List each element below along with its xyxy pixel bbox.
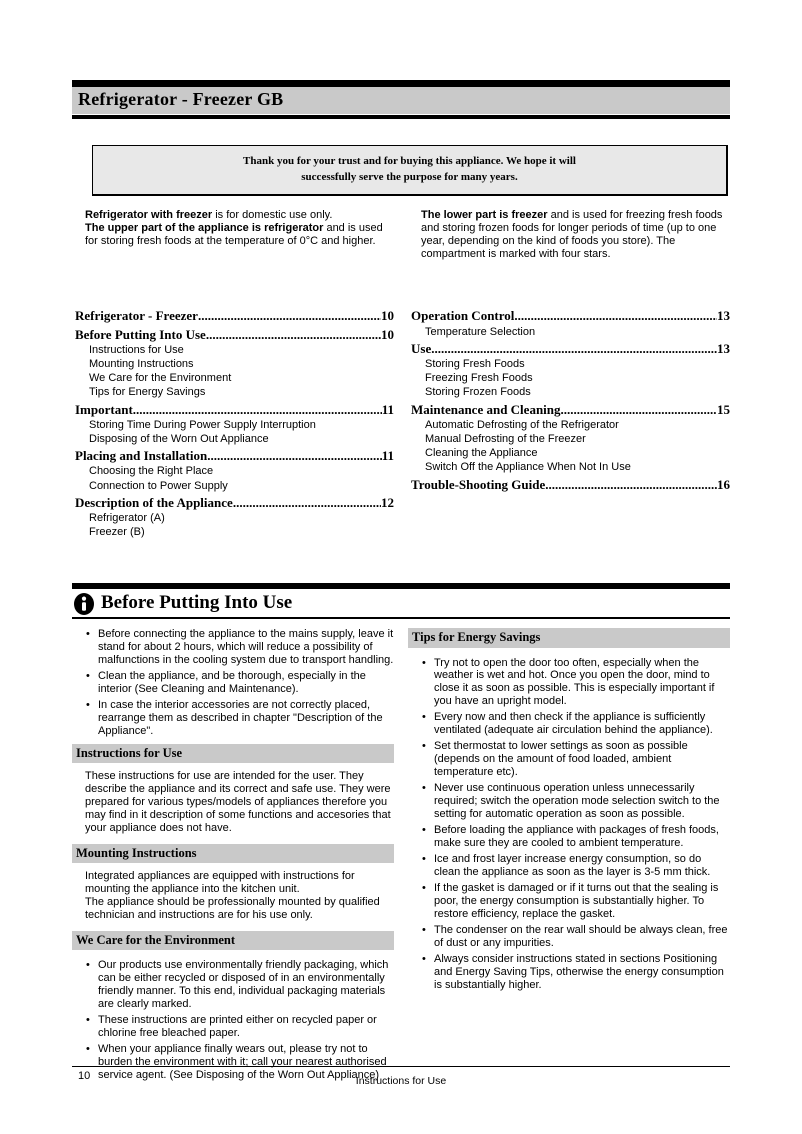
bullet-item: • These instructions are printed either on recycled paper or chlorine free bleached paper. [85,1014,394,1040]
toc-row [72,402,394,418]
toc-sub-list [72,512,394,539]
subsections-right [408,628,730,992]
toc-sub-item: We Care for the Environment [89,372,232,385]
toc-sub-item: Manual Defrosting of the Freezer [425,433,586,446]
toc-sub-item: Cleaning the Appliance [425,447,538,460]
bullet-item: • Always consider instructions stated in sections Positioning and Energy Saving Tips, otherwise the energy consumption is substantially higher. [421,953,730,992]
toc-page-number: 15 [717,401,730,417]
subsections-left [72,744,394,1082]
toc-sub-item: Tips for Energy Savings [89,386,206,399]
welcome-box [92,145,728,196]
toc-sub-item: Automatic Defrosting of the Refrigerator [425,418,619,431]
toc-row [72,308,394,324]
bullet-item: • Before loading the appliance with packages of fresh foods, make sure they are cooled to ambient temperature. [421,824,730,850]
intro-paragraph [421,209,730,262]
toc-sub-item: Freezer (B) [89,526,145,539]
bullet-item: • If the gasket is damaged or if it turns out that the sealing is poor, the energy consumption is substantially higher. To restore efficiency, replace the gasket. [421,882,730,921]
toc-dot-leader [431,341,717,357]
toc-title: Trouble-Shooting Guide [411,476,546,492]
toc-sub-item: Storing Fresh Foods [425,358,525,371]
toc-row [72,327,394,343]
toc-page-number: 13 [717,308,730,324]
subsection-bullets [72,959,394,1082]
paragraph: The appliance should be professionally mounted by qualified technician and instructions are for his use only. [85,896,380,922]
bullet-item: • When your appliance finally wears out, please try not to burden the environment with it; call your nearest authorised service agent. (See Disposing of the Worn Out Appliance) [85,1043,394,1082]
toc-entry [408,402,730,475]
subsection [72,744,394,835]
subsection [72,844,394,922]
toc-entry [72,327,394,400]
toc-sub-list [72,344,394,400]
toc-dot-leader [198,308,381,324]
toc-row [408,308,730,324]
section-intro-bullets [72,628,394,738]
toc-dot-leader [206,327,381,343]
header-top-bar [72,80,730,87]
toc-row [72,448,394,464]
toc-sub-list [408,419,730,475]
header-bottom-bar [72,115,730,119]
toc-title: Maintenance and Cleaning [411,401,561,417]
header-band [72,87,730,114]
subsection-heading: We Care for the Environment [72,931,394,950]
intro-text: and is used for storing fresh foods at the temperature of 0°C and higher. [85,221,383,247]
subsection-bullets [408,657,730,992]
toc-dot-leader [545,477,717,493]
toc-page-number: 12 [381,494,394,510]
section-bottom-bar [72,617,730,619]
toc-sub-item: Switch Off the Appliance When Not In Use [425,461,631,474]
toc-sub-item: Connection to Power Supply [89,479,228,492]
toc-dot-leader [133,402,382,418]
toc-page-number: 11 [381,448,394,464]
toc-sub-list [72,419,394,446]
toc-page-number: 16 [717,476,730,492]
toc-sub-list [408,358,730,400]
section-title-row [72,589,730,617]
toc-row [72,495,394,511]
toc-page-number: 10 [381,308,394,324]
body-column-right [408,628,730,1090]
body-column-left [72,628,394,1090]
paragraph: Integrated appliances are equipped with instructions for mounting the appliance into the kitchen unit. [85,870,355,896]
section-body [72,628,730,1090]
bullet-item: • Our products use environmentally friendly packaging, which can be either recycled or disposed of in an environmentally friendly manner. To this end, individual packaging materials are clearly marked. [85,959,394,1011]
section-title: Before Putting Into Use [101,592,293,614]
toc-entry [408,477,730,493]
toc-row [408,341,730,357]
toc-title: Refrigerator - Freezer [75,308,198,324]
bullet-item: • Try not to open the door too often, especially when the weather is wet and hot. Once you open the door, mind to close it as soon as possible. This is especially important if you have an upright model. [421,657,730,709]
toc-entry [72,495,394,540]
intro-column-left [72,209,394,262]
intro-bold-lead: The upper part of the appliance is refrigerator [85,221,324,234]
table-of-contents [72,306,730,539]
toc-sub-item: Storing Frozen Foods [425,386,531,399]
toc-title: Use [411,340,432,356]
bullet-item: • Every now and then check if the appliance is sufficiently ventilated (adequate air circulation behind the appliance). [421,711,730,737]
toc-dot-leader [233,495,381,511]
subsection-heading: Mounting Instructions [72,844,394,863]
toc-sub-item: Choosing the Right Place [89,465,214,478]
footer-page-number: 10 [78,1070,91,1082]
bullet-item: • Never use continuous operation unless unnecessarily required; switch the operation mode selection switch to the setting for automatic operation as soon as possible. [421,782,730,821]
welcome-box-line2: successfully serve the purpose for many years. [301,171,518,184]
toc-title: Important [75,401,133,417]
toc-sub-item: Freezing Fresh Foods [425,372,533,385]
toc-dot-leader [514,308,717,324]
page-footer [72,1066,730,1087]
toc-dot-leader [207,448,382,464]
toc-title: Before Putting Into Use [75,326,206,342]
toc-entry [408,308,730,338]
toc-dot-leader [561,402,717,418]
page-header [72,80,730,119]
toc-column-left [72,306,394,539]
toc-entry [72,448,394,493]
toc-title: Description of the Appliance [75,494,233,510]
subsection [408,628,730,992]
intro-text: and is used for freezing fresh foods and storing frozen foods for longer periods of time (up to one year, depending on the kind of foods you store). The compartment is marked with four stars. [421,208,723,261]
toc-sub-item: Instructions for Use [89,343,184,356]
toc-sub-item: Storing Time During Power Supply Interruption [89,418,316,431]
toc-sub-item: Disposing of the Worn Out Appliance [89,433,269,446]
intro-section [72,209,730,262]
toc-sub-item: Mounting Instructions [89,358,194,371]
toc-sub-list [408,326,730,339]
toc-sub-list [72,465,394,492]
toc-page-number: 10 [381,326,394,342]
info-icon [74,593,94,615]
toc-title: Operation Control [411,308,515,324]
toc-entry [72,402,394,447]
toc-column-right [408,306,730,539]
toc-entry [408,341,730,400]
toc-entry [72,308,394,324]
toc-row [408,477,730,493]
intro-bold-lead: Refrigerator with freezer [85,208,213,221]
subsection-paragraphs [72,770,394,835]
toc-title: Placing and Installation [75,448,208,464]
footer-label: Instructions for Use [355,1075,447,1087]
bullet-item: • In case the interior accessories are not correctly placed, rearrange them as described in chapter "Description of the Appliance". [85,699,394,738]
subsection-heading: Instructions for Use [72,744,394,763]
bullet-item: • Clean the appliance, and be thorough, especially in the interior (See Cleaning and Maintenance). [85,670,394,696]
subsection-heading: Tips for Energy Savings [408,628,730,647]
intro-paragraph [85,222,394,248]
toc-sub-item: Refrigerator (A) [89,512,165,525]
toc-page-number: 13 [717,340,730,356]
welcome-box-line1: Thank you for your trust and for buying this appliance. We hope it will [243,154,576,167]
intro-bold-lead: The lower part is freezer [421,208,548,221]
bullet-item: • Before connecting the appliance to the mains supply, leave it stand for about 2 hours, which will reduce a possibility of malfunctions in the cooling system due to transport handling. [85,628,394,667]
bullet-item: • Ice and frost layer increase energy consumption, so do clean the appliance as soon as the layer is 3-5 mm thick. [421,853,730,879]
paragraph: These instructions for use are intended for the user. They describe the appliance and its correct and safe use. They were prepared for various types/models of appliances therefore you may find in it description of some functions and accesories that your appliance does not have. [85,770,391,835]
bullet-item: • The condenser on the rear wall should be always clean, free of dust or any impurities. [421,924,730,950]
toc-page-number: 11 [381,401,394,417]
intro-paragraph [85,209,394,222]
toc-sub-item: Temperature Selection [425,325,536,338]
before-putting-into-use-section [72,583,730,1090]
intro-column-right [408,209,730,262]
subsection [72,931,394,1082]
intro-text: is for domestic use only. [212,208,333,221]
page-title: Refrigerator - Freezer GB [78,89,284,109]
toc-row [408,402,730,418]
bullet-item: • Set thermostat to lower settings as soon as possible (depends on the amount of food loaded, ambient temperature etc). [421,740,730,779]
subsection-paragraphs [72,870,394,922]
